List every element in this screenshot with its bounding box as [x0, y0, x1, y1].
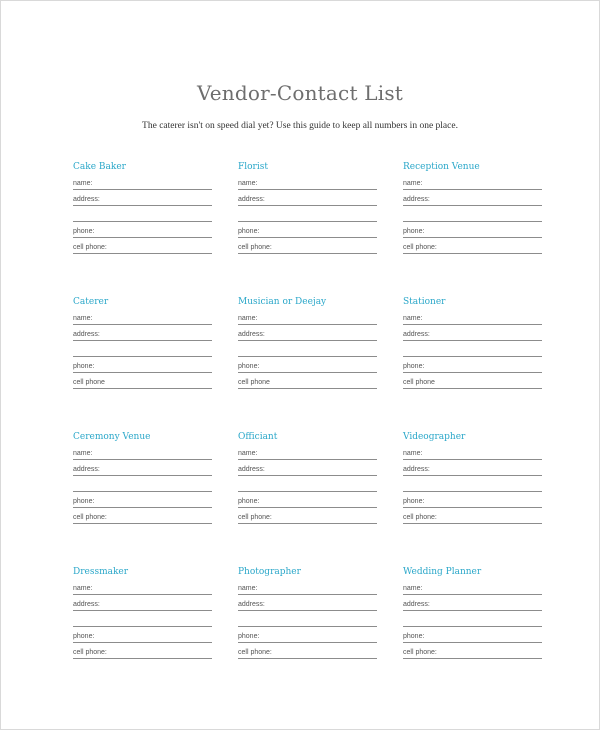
name-label: name:: [73, 315, 93, 322]
address-label: address:: [73, 601, 100, 608]
cell-phone-field[interactable]: [403, 645, 542, 659]
cell-phone-label: cell phone:: [73, 649, 107, 656]
phone-field[interactable]: [238, 359, 377, 373]
cell-phone-label: cell phone:: [403, 244, 437, 251]
cell-phone-label: cell phone:: [403, 514, 437, 521]
phone-label: phone:: [238, 498, 260, 505]
address-field-line-2[interactable]: [403, 613, 542, 627]
cell-phone-field[interactable]: [238, 240, 377, 254]
vendor-card-reception-venue: [403, 157, 542, 292]
name-field[interactable]: [73, 446, 212, 460]
vendor-title: Photographer: [238, 567, 301, 577]
vendor-card-ceremony-venue: [73, 427, 212, 562]
address-label: address:: [403, 196, 430, 203]
phone-label: phone:: [73, 363, 95, 370]
name-label: name:: [403, 450, 423, 457]
phone-label: phone:: [238, 633, 260, 640]
cell-phone-field[interactable]: [403, 240, 542, 254]
name-label: name:: [238, 180, 258, 187]
vendor-title: Officiant: [238, 432, 278, 442]
cell-phone-label: cell phone: [403, 379, 435, 386]
cell-phone-field[interactable]: [238, 645, 377, 659]
name-label: name:: [238, 585, 258, 592]
vendor-title: Stationer: [403, 297, 446, 307]
phone-field[interactable]: [73, 359, 212, 373]
name-field[interactable]: [238, 176, 377, 190]
phone-label: phone:: [73, 228, 95, 235]
address-label: address:: [73, 196, 100, 203]
cell-phone-field[interactable]: [73, 240, 212, 254]
vendor-title: Musician or Deejay: [238, 297, 327, 307]
address-field-line-2[interactable]: [73, 208, 212, 222]
address-label: address:: [238, 601, 265, 608]
address-field[interactable]: [238, 192, 377, 206]
address-label: address:: [238, 331, 265, 338]
address-field[interactable]: [73, 462, 212, 476]
name-label: name:: [238, 450, 258, 457]
vendor-card-wedding-planner: [403, 562, 542, 697]
vendor-card-officiant: [238, 427, 377, 562]
vendor-card-florist: [238, 157, 377, 292]
cell-phone-field[interactable]: [73, 510, 212, 524]
cell-phone-label: cell phone:: [73, 244, 107, 251]
vendor-grid: [73, 157, 543, 697]
address-field-line-2[interactable]: [73, 343, 212, 357]
address-field[interactable]: [403, 462, 542, 476]
address-field[interactable]: [403, 192, 542, 206]
address-field-line-2[interactable]: [238, 478, 377, 492]
address-field[interactable]: [403, 327, 542, 341]
phone-field[interactable]: [73, 224, 212, 238]
phone-field[interactable]: [403, 359, 542, 373]
vendor-card-cake-baker: [73, 157, 212, 292]
address-field[interactable]: [238, 462, 377, 476]
vendor-title: Cake Baker: [73, 162, 126, 172]
cell-phone-label: cell phone:: [73, 514, 107, 521]
name-field[interactable]: [238, 311, 377, 325]
address-label: address:: [238, 466, 265, 473]
address-field-line-2[interactable]: [238, 613, 377, 627]
name-field[interactable]: [403, 581, 542, 595]
vendor-title: Florist: [238, 162, 268, 172]
name-label: name:: [403, 585, 423, 592]
phone-label: phone:: [403, 633, 425, 640]
phone-label: phone:: [73, 498, 95, 505]
address-field-line-2[interactable]: [238, 208, 377, 222]
name-field[interactable]: [238, 581, 377, 595]
phone-field[interactable]: [403, 224, 542, 238]
name-label: name:: [403, 315, 423, 322]
phone-label: phone:: [403, 363, 425, 370]
phone-field[interactable]: [238, 629, 377, 643]
vendor-title: Ceremony Venue: [73, 432, 151, 442]
address-label: address:: [73, 331, 100, 338]
phone-field[interactable]: [403, 494, 542, 508]
vendor-title: Dressmaker: [73, 567, 129, 577]
vendor-card-photographer: [238, 562, 377, 697]
cell-phone-label: cell phone: [73, 379, 105, 386]
address-field-line-2[interactable]: [238, 343, 377, 357]
phone-label: phone:: [238, 363, 260, 370]
vendor-card-stationer: [403, 292, 542, 427]
address-field-line-2[interactable]: [403, 343, 542, 357]
page-subtitle: The caterer isn't on speed dial yet? Use this guide to keep all numbers in one place.: [142, 121, 458, 131]
vendor-title: Videographer: [403, 432, 466, 442]
name-label: name:: [73, 585, 93, 592]
name-label: name:: [73, 450, 93, 457]
name-label: name:: [403, 180, 423, 187]
address-label: address:: [238, 196, 265, 203]
address-label: address:: [73, 466, 100, 473]
cell-phone-label: cell phone:: [238, 514, 272, 521]
cell-phone-field[interactable]: [403, 510, 542, 524]
phone-field[interactable]: [238, 494, 377, 508]
name-field[interactable]: [73, 311, 212, 325]
address-label: address:: [403, 601, 430, 608]
phone-field[interactable]: [73, 494, 212, 508]
name-field[interactable]: [238, 446, 377, 460]
phone-field[interactable]: [403, 629, 542, 643]
phone-field[interactable]: [238, 224, 377, 238]
cell-phone-field[interactable]: [73, 375, 212, 389]
phone-label: phone:: [73, 633, 95, 640]
address-label: address:: [403, 331, 430, 338]
cell-phone-field[interactable]: [73, 645, 212, 659]
vendor-title: Caterer: [73, 297, 109, 307]
name-label: name:: [73, 180, 93, 187]
name-field[interactable]: [403, 176, 542, 190]
cell-phone-field[interactable]: [238, 375, 377, 389]
vendor-card-caterer: [73, 292, 212, 427]
address-field-line-2[interactable]: [73, 613, 212, 627]
vendor-card-videographer: [403, 427, 542, 562]
name-label: name:: [238, 315, 258, 322]
address-field[interactable]: [73, 327, 212, 341]
phone-label: phone:: [238, 228, 260, 235]
phone-label: phone:: [403, 498, 425, 505]
vendor-card-musician-or-deejay: [238, 292, 377, 427]
page-title: Vendor-Contact List: [196, 81, 404, 105]
cell-phone-field[interactable]: [238, 510, 377, 524]
address-field-line-2[interactable]: [73, 478, 212, 492]
address-field[interactable]: [238, 597, 377, 611]
cell-phone-label: cell phone:: [403, 649, 437, 656]
vendor-card-dressmaker: [73, 562, 212, 697]
address-field-line-2[interactable]: [403, 208, 542, 222]
address-field[interactable]: [238, 327, 377, 341]
phone-field[interactable]: [73, 629, 212, 643]
phone-label: phone:: [403, 228, 425, 235]
name-field[interactable]: [73, 176, 212, 190]
vendor-title: Wedding Planner: [403, 567, 482, 577]
address-label: address:: [403, 466, 430, 473]
name-field[interactable]: [403, 446, 542, 460]
cell-phone-label: cell phone: [238, 379, 270, 386]
vendor-title: Reception Venue: [403, 162, 480, 172]
address-field[interactable]: [73, 192, 212, 206]
address-field[interactable]: [73, 597, 212, 611]
cell-phone-label: cell phone:: [238, 244, 272, 251]
name-field[interactable]: [403, 311, 542, 325]
cell-phone-label: cell phone:: [238, 649, 272, 656]
address-field-line-2[interactable]: [403, 478, 542, 492]
name-field[interactable]: [73, 581, 212, 595]
cell-phone-field[interactable]: [403, 375, 542, 389]
address-field[interactable]: [403, 597, 542, 611]
